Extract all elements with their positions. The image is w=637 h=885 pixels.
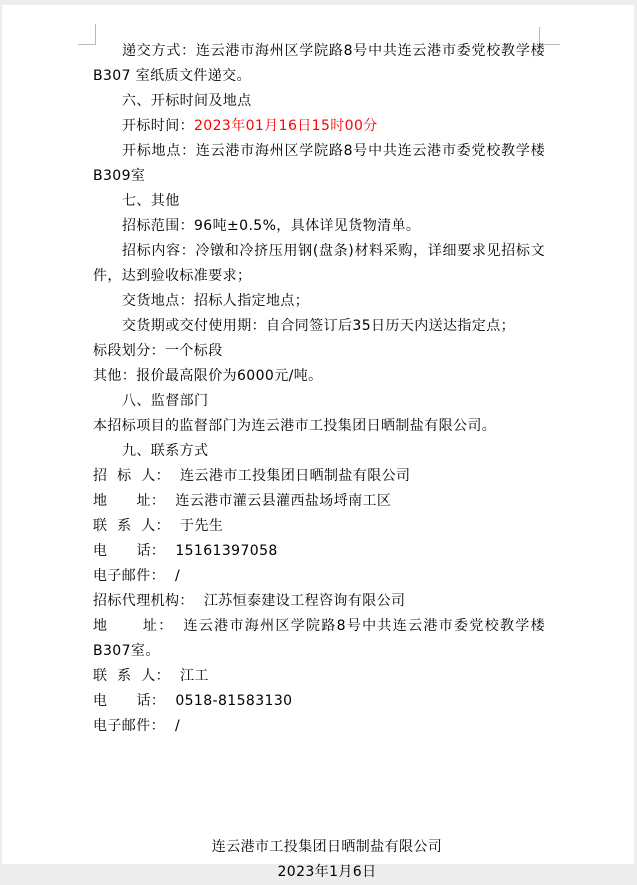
contact-label: 地 址： <box>93 618 174 634</box>
contact-value: / <box>175 568 180 584</box>
heading-section-6: 六、开标时间及地点 <box>93 89 545 114</box>
para-bid-scope: 招标范围：96吨±0.5%，具体详见货物清单。 <box>93 214 545 239</box>
heading-section-8: 八、监督部门 <box>93 389 545 414</box>
contact-row-agency <box>93 589 545 614</box>
contact-row-person <box>93 514 545 539</box>
document-body <box>93 39 545 885</box>
contact-label: 招标代理机构： <box>93 593 194 609</box>
para-delivery-method: 递交方式：连云港市海州区学院路8号中共连云港市委党校教学楼 B307 室纸质文件递交。 <box>93 39 545 89</box>
contact-value: 连云港市灌云县灌西盐场埒南工区 <box>175 493 391 509</box>
para-open-time <box>93 114 545 139</box>
contact-value: 连云港市工投集团日晒制盐有限公司 <box>180 468 410 484</box>
contact-label: 电 话： <box>93 543 165 559</box>
para-lots: 标段划分：一个标段 <box>93 339 545 364</box>
contact-row-tenderer <box>93 464 545 489</box>
contact-row-phone <box>93 539 545 564</box>
contact-value: 于先生 <box>180 518 223 534</box>
open-time-value: 2023年01月16日15时00分 <box>194 118 378 134</box>
contact-value: 江苏恒泰建设工程咨询有限公司 <box>204 593 406 609</box>
contact-label: 联 系 人： <box>93 668 170 684</box>
contact-value: 江工 <box>180 668 209 684</box>
contact-row-agency-address <box>93 614 545 664</box>
contact-row-agency-email <box>93 714 545 739</box>
open-time-label: 开标时间： <box>122 118 194 134</box>
para-delivery-period: 交货期或交付使用期：自合同签订后35日历天内送达指定点； <box>93 314 545 339</box>
contact-value: 连云港市海州区学院路8号中共连云港市委党校教学楼B307室。 <box>93 618 545 659</box>
contact-value: / <box>175 718 180 734</box>
para-open-place: 开标地点：连云港市海州区学院路8号中共连云港市委党校教学楼B309室 <box>93 139 545 189</box>
contact-value: 15161397058 <box>175 543 277 559</box>
contact-label: 地 址： <box>93 493 165 509</box>
heading-section-7: 七、其他 <box>93 189 545 214</box>
heading-section-9: 九、联系方式 <box>93 439 545 464</box>
contact-label: 电 话： <box>93 693 165 709</box>
signature-company: 连云港市工投集团日晒制盐有限公司 <box>101 835 553 860</box>
para-delivery-place: 交货地点：招标人指定地点； <box>93 289 545 314</box>
contact-label: 招 标 人： <box>93 468 170 484</box>
contact-row-email <box>93 564 545 589</box>
document-page <box>2 5 634 864</box>
contact-row-agency-person <box>93 664 545 689</box>
signature-block <box>101 835 553 885</box>
contact-label: 联 系 人： <box>93 518 170 534</box>
contact-label: 电子邮件： <box>93 568 165 584</box>
signature-date: 2023年1月6日 <box>101 860 553 885</box>
contact-label: 电子邮件： <box>93 718 165 734</box>
para-bid-content: 招标内容：冷镦和冷挤压用钢(盘条)材料采购，详细要求见招标文件，达到验收标准要求； <box>93 239 545 289</box>
para-other: 其他：报价最高限价为6000元/吨。 <box>93 364 545 389</box>
contact-row-agency-phone <box>93 689 545 714</box>
contact-row-address <box>93 489 545 514</box>
para-supervision: 本招标项目的监督部门为连云港市工投集团日晒制盐有限公司。 <box>93 414 545 439</box>
contact-value: 0518-81583130 <box>175 693 292 709</box>
